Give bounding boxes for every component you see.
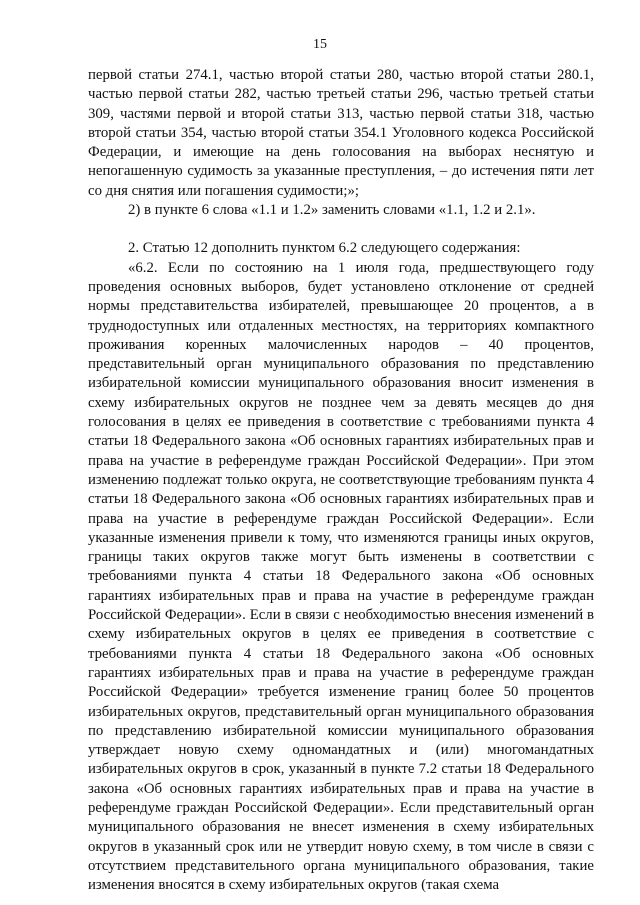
page-number: 15 bbox=[313, 37, 327, 52]
paragraph-amendment-item-2: 2) в пункте 6 слова «1.1 и 1.2» заменить словами «1.1, 1.2 и 2.1». bbox=[128, 202, 536, 219]
paragraph-article-12-intro: 2. Статью 12 дополнить пунктом 6.2 следующего содержания: bbox=[128, 240, 521, 257]
paragraph-continuation: первой статьи 274.1, частью второй статьи 280, частью второй статьи 280.1, частью первой статьи 282, частью третьей статьи 296, частью третьей статьи 309, частями первой и второй статьи 313, частью первой статьи 318, частью второй статьи 354, частью второй статьи 354.1 Уголовного кодекса Российской Федерации, и имеющие на день голосования на выборах неснятую и непогашенную судимость за указанные преступления, – до истечения пяти лет со дня снятия или погашения судимости;»; bbox=[88, 67, 594, 199]
paragraph-clause-6-2: «6.2. Если по состоянию на 1 июля года, предшествующего году проведения основных выборов, будет установлено отклонение от средней нормы представительства избирателей, превышающее 20 процентов, а в труднодоступных или отдаленных местностях, на территориях компактного проживания коренных малочисленных народов – 40 процентов, представительный орган муниципального образования по представлению избирательной комиссии муниципального образования вносит изменения в схему избирательных округов не позднее чем за девять месяцев до дня голосования в целях ее приведения в соответствие с требованиями пункта 4 статьи 18 Федерального закона «Об основных гарантиях избирательных прав и права на участие в референдуме граждан Российской Федерации». При этом изменению подлежат только округа, не соответствующие требованиям пункта 4 статьи 18 Федерального закона «Об основных гарантиях избирательных прав и права на участие в референдуме граждан Российской Федерации». Если указанные изменения привели к тому, что изменяются границы иных округов, границы таких округов также могут быть изменены в соответствии с требованиями пункта 4 статьи 18 Федерального закона «Об основных гарантиях избирательных прав и права на участие в референдуме граждан Российской Федерации». Если в связи с необходимостью внесения изменений в схему избирательных округов в целях ее приведения в соответствие с требованиями пункта 4 статьи 18 Федерального закона «Об основных гарантиях избирательных прав и права на участие в референдуме граждан Российской Федерации» требуется изменение границ более 50 процентов избирательных округов, представительный орган муниципального образования по представлению избирательной комиссии муниципального образования утверждает новую схему одномандатных и (или) многомандатных избирательных округов в срок, указанный в пункте 7.2 статьи 18 Федерального закона «Об основных гарантиях избирательных прав и права на участие в референдуме граждан Российской Федерации». Если представительный орган муниципального образования не внесет изменения в схему избирательных округов в указанный срок или не утвердит новую схему, в том числе в связи с отсутствием представительного органа муниципального образования, такие изменения вносятся в схему избирательных округов (такая схема bbox=[88, 259, 594, 894]
document-body bbox=[88, 66, 594, 895]
